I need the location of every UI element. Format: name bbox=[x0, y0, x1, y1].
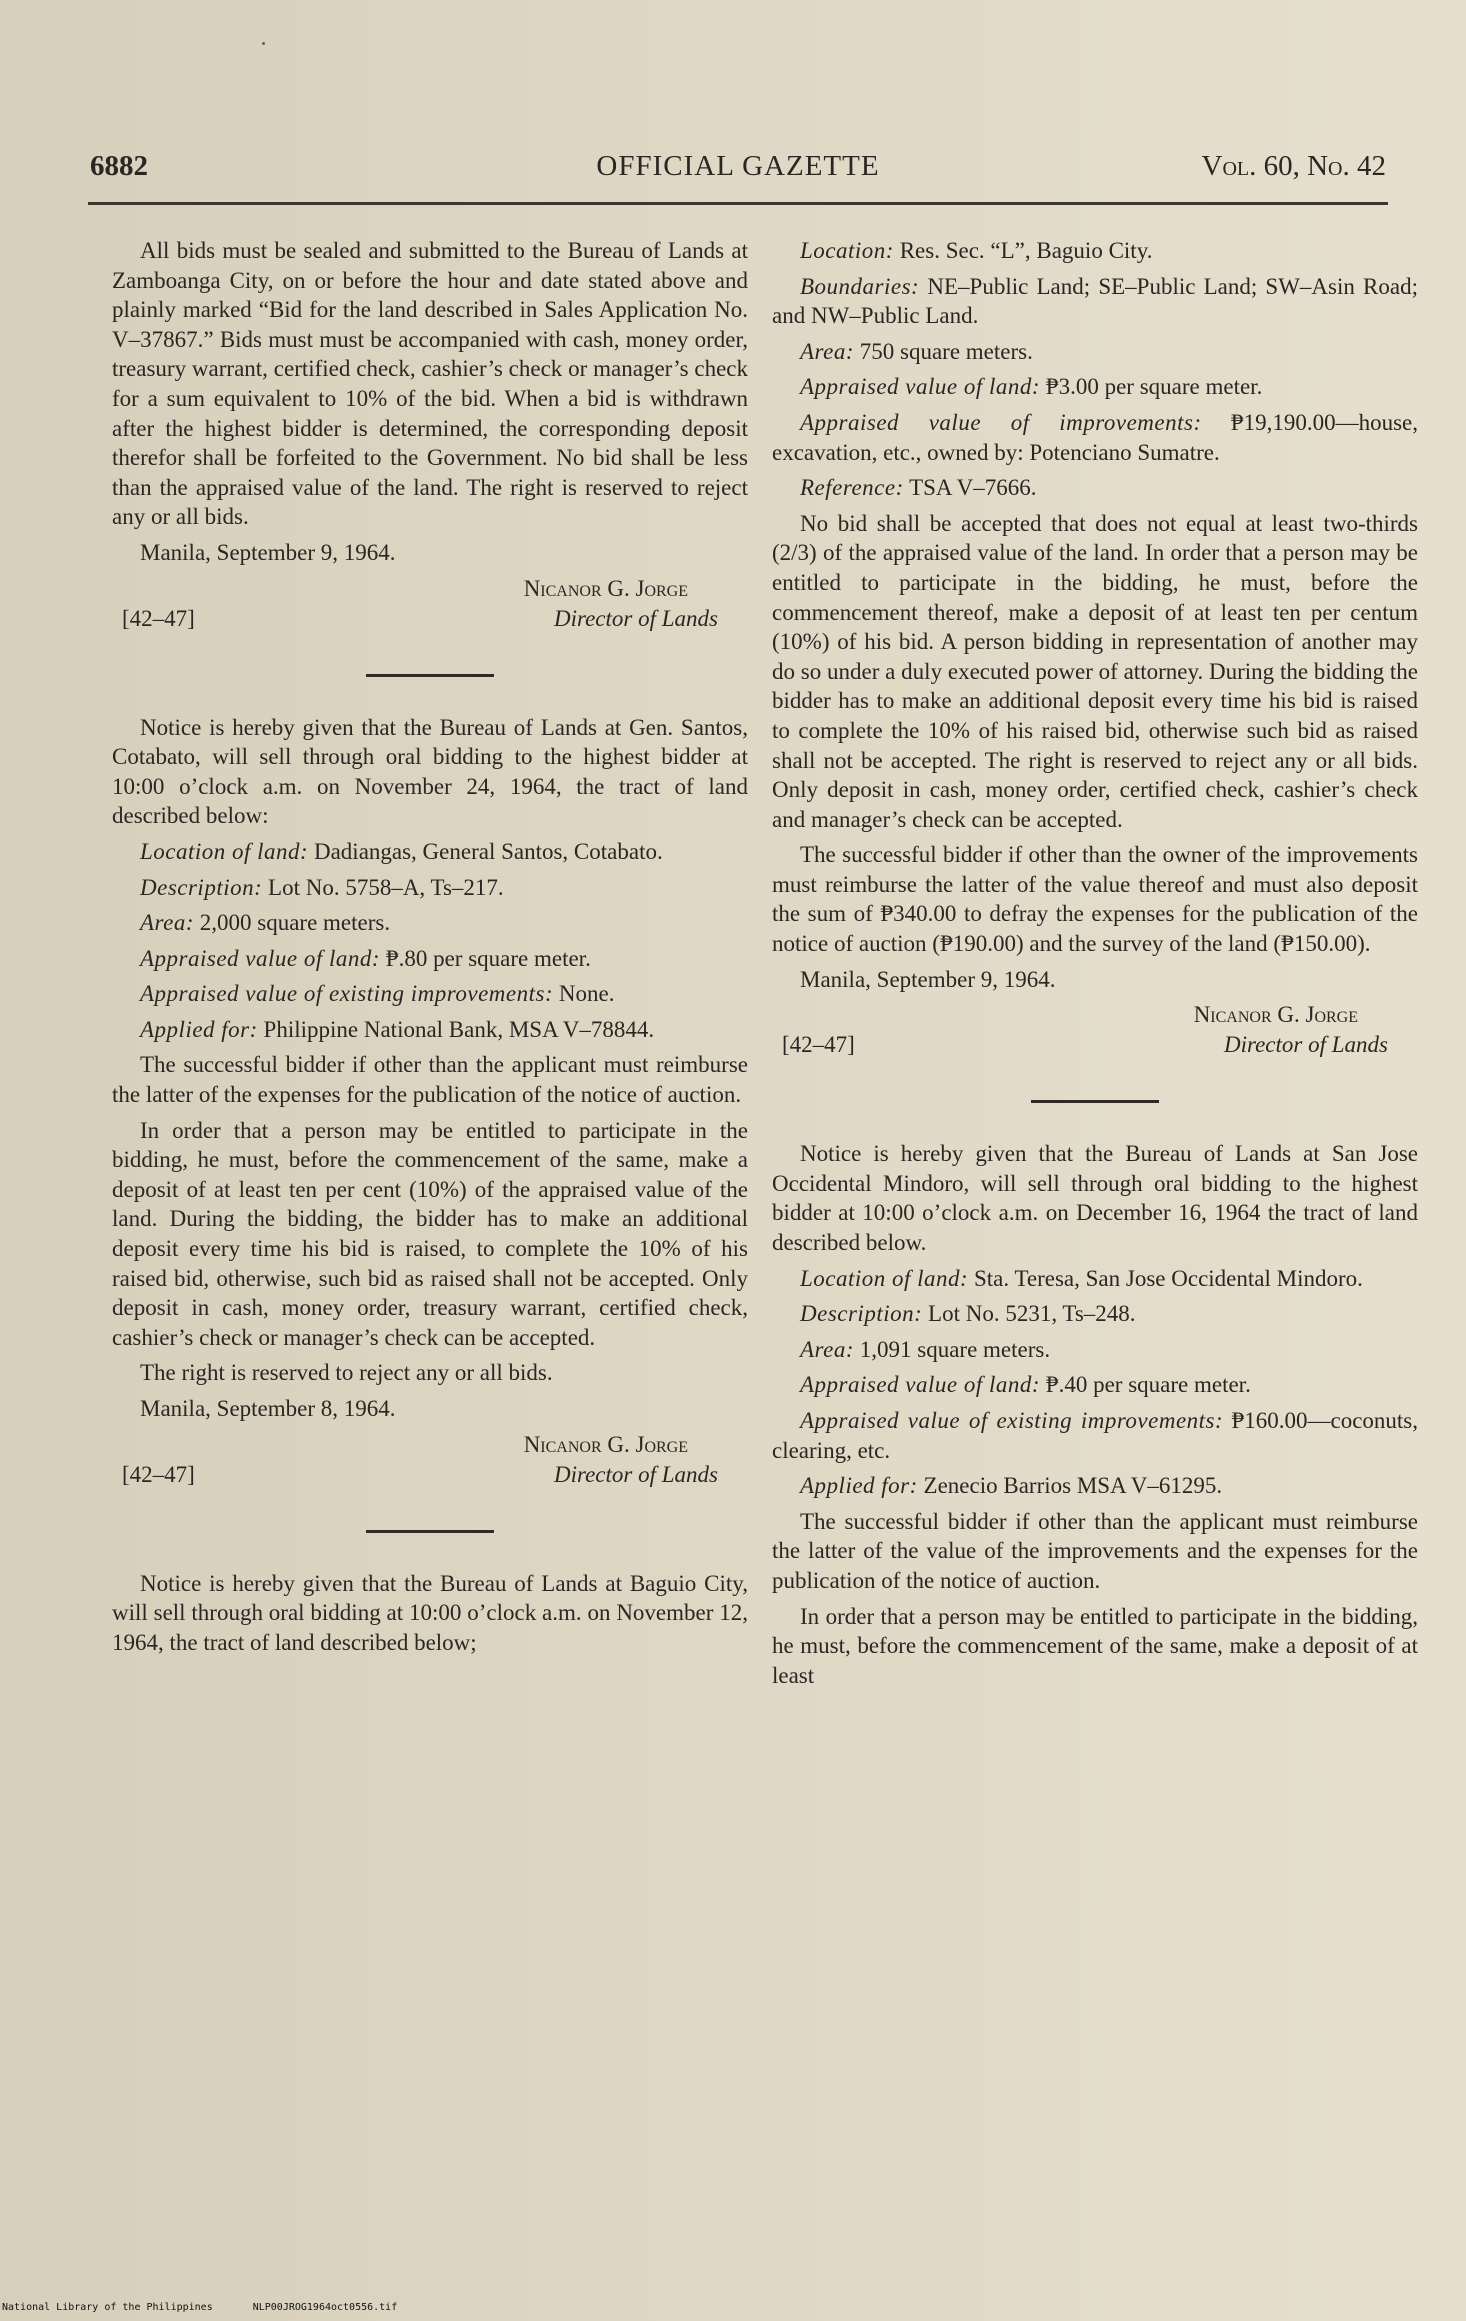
field-label: Description: bbox=[800, 1301, 923, 1327]
section-divider bbox=[366, 1530, 494, 1533]
paragraph-successful-bidder: The successful bidder if other than the applicant must reimburse the latter of the value of the improvements and the expenses for the publication of the notice of auction. bbox=[772, 1508, 1418, 1593]
field-value: NE–Public Land; SE–Public Land; SW–Asin Road; and NW–Public Land. bbox=[772, 273, 1418, 329]
field-value: 2,000 square meters. bbox=[199, 910, 391, 936]
signature-block bbox=[112, 1430, 748, 1492]
field-label: Location of land: bbox=[800, 1265, 969, 1291]
paragraph-successful-bidder: The successful bidder if other than the applicant must reimburse the latter of the expenses for the publication of the notice of auction. bbox=[112, 1052, 748, 1108]
field-label: Description: bbox=[140, 874, 263, 900]
signatory-title: Director of Lands bbox=[554, 1461, 718, 1487]
place-date: Manila, September 8, 1964. bbox=[140, 1396, 396, 1421]
field-value: Sta. Teresa, San Jose Occidental Mindoro. bbox=[973, 1265, 1363, 1291]
field-appraised-improvements bbox=[772, 1406, 1418, 1465]
field-appraised-land bbox=[772, 372, 1418, 402]
field-value: ₱.40 per square meter. bbox=[1045, 1372, 1251, 1398]
place-date: Manila, September 9, 1964. bbox=[800, 966, 1056, 992]
paragraph-right-reserved: The right is reserved to reject any or all bids. bbox=[140, 1360, 553, 1386]
field-area bbox=[772, 337, 1418, 367]
left-column bbox=[112, 236, 748, 1663]
issue-reference: [42–47] bbox=[122, 1461, 195, 1487]
field-label: Appraised value of land: bbox=[800, 374, 1041, 400]
publication-title: OFFICIAL GAZETTE bbox=[596, 150, 880, 182]
signatory-name: Nicanor G. Jorge bbox=[523, 1431, 688, 1457]
field-label: Appraised value of land: bbox=[800, 1372, 1041, 1398]
paragraph-deposit: In order that a person may be entitled to participate in the bidding, he must, before the commencement of the same, make a deposit of at least ten per cent (10%) of the appraised value of the land. During the bidding, the bidder has to make an additional deposit every time his bid is raised, to complete the 10% of his raised bid, otherwise, such bid as raised shall not be accepted. Only deposit in cash, money order, treasury warrant, certified check, cashier’s check or manager’s check can be accepted. bbox=[112, 1117, 748, 1350]
field-description bbox=[112, 873, 748, 903]
scan-footer bbox=[2, 2302, 397, 2313]
field-applied-for bbox=[112, 1015, 748, 1045]
field-label: Applied for: bbox=[140, 1016, 258, 1042]
section-divider bbox=[366, 674, 494, 677]
paragraph-no-bid: No bid shall be accepted that does not equal at least two-thirds (2/3) of the appraised value of the land. In order that a person may be entitled to participate in the bidding, he must, before the commencement thereof, make a deposit of at least ten per centum (10%) of his bid. A person bidding in representation of another may do so under a duly executed power of attorney. During the bidding the bidder has to make an additional deposit every time his bid is raised to complete the 10% of his raised bid, otherwise such bid as raised shall not be accepted. The right is reserved to reject any or all bids. Only deposit in cash, money order, certified check, cashier’s check and manager’s check can be accepted. bbox=[772, 510, 1418, 832]
signatory-name: Nicanor G. Jorge bbox=[523, 575, 688, 601]
field-value: Philippine National Bank, MSA V–78844. bbox=[263, 1016, 655, 1042]
bids-paragraph: All bids must be sealed and submitted to the Bureau of Lands at Zamboanga City, on or before the hour and date stated above and plainly marked “Bid for the land described in Sales Application No. V–37867.” Bids must must be accompanied with cash, money order, treasury warrant, certified check, cashier’s check or manager’s check for a sum equivalent to 10% of the bid. When a bid is withdrawn after the highest bidder is determined, the corresponding deposit therefor shall be forfeited to the Government. No bid shall be less than the appraised value of the land. The right is reserved to reject any or all bids. bbox=[112, 238, 748, 530]
signature-block bbox=[772, 1000, 1418, 1062]
signatory-title: Director of Lands bbox=[554, 605, 718, 631]
field-value: Lot No. 5758–A, Ts–217. bbox=[268, 874, 504, 900]
field-boundaries bbox=[772, 272, 1418, 331]
field-label: Area: bbox=[800, 1336, 855, 1362]
field-reference bbox=[772, 473, 1418, 503]
field-description bbox=[772, 1299, 1418, 1329]
signatory-title: Director of Lands bbox=[1224, 1032, 1388, 1058]
field-area bbox=[112, 908, 748, 938]
field-value: Res. Sec. “L”, Baguio City. bbox=[899, 238, 1153, 263]
field-appraised-improvements bbox=[772, 408, 1418, 467]
field-location bbox=[772, 1264, 1418, 1294]
field-value: Zenecio Barrios MSA V–61295. bbox=[923, 1473, 1223, 1499]
notice-intro: Notice is hereby given that the Bureau of Lands at Baguio City, will sell through oral bidding at 10:00 o’clock a.m. on November 12, 1964, the tract of land described below; bbox=[112, 1570, 748, 1655]
page-header bbox=[90, 150, 1386, 194]
issue-reference: [42–47] bbox=[782, 1032, 855, 1058]
field-appraised-land bbox=[112, 944, 748, 974]
field-area bbox=[772, 1335, 1418, 1365]
field-value: ₱.80 per square meter. bbox=[385, 945, 591, 971]
field-appraised-improvements bbox=[112, 979, 748, 1009]
right-column bbox=[772, 236, 1418, 1696]
field-label: Appraised value of improvements: bbox=[800, 409, 1202, 435]
field-label: Area: bbox=[800, 338, 855, 364]
field-location bbox=[772, 236, 1418, 266]
field-label: Appraised value of land: bbox=[140, 945, 381, 971]
footer-file: NLP00JROG1964oct0556.tif bbox=[252, 2302, 398, 2313]
field-value: Dadiangas, General Santos, Cotabato. bbox=[313, 838, 663, 864]
signature-block bbox=[112, 574, 748, 636]
field-label: Applied for: bbox=[800, 1473, 918, 1499]
header-rule bbox=[88, 202, 1388, 205]
field-value: ₱160.00—coconuts, clearing, etc. bbox=[772, 1408, 1418, 1463]
field-location bbox=[112, 837, 748, 867]
speck bbox=[262, 42, 265, 45]
issue-reference: [42–47] bbox=[122, 605, 195, 631]
place-date: Manila, September 9, 1964. bbox=[140, 539, 396, 565]
field-value: 750 square meters. bbox=[859, 338, 1033, 364]
field-appraised-land bbox=[772, 1370, 1418, 1400]
footer-source: National Library of the Philippines bbox=[2, 2302, 213, 2313]
field-label: Appraised value of existing improvements: bbox=[140, 981, 554, 1007]
field-label: Location of land: bbox=[140, 838, 309, 864]
field-label: Appraised value of existing improvements: bbox=[800, 1408, 1224, 1433]
field-label: Area: bbox=[140, 910, 195, 936]
field-value: TSA V–7666. bbox=[909, 475, 1037, 501]
volume-issue: Vol. 60, No. 42 bbox=[1201, 150, 1386, 182]
paragraph-deposit: In order that a person may be entitled to participate in the bidding, he must, before the commencement of the same, make a deposit of at least bbox=[772, 1603, 1418, 1688]
notice-intro: Notice is hereby given that the Bureau of Lands at San Jose Occidental Mindoro, will sell through oral bidding to the highest bidder at 10:00 o’clock a.m. on December 16, 1964 the tract of land described below. bbox=[772, 1141, 1418, 1256]
section-divider bbox=[1031, 1100, 1159, 1103]
field-value: ₱19,190.00—house, excavation, etc., owned by: Potenciano Sumatre. bbox=[772, 409, 1418, 465]
notice-intro: Notice is hereby given that the Bureau of Lands at Gen. Santos, Cotabato, will sell through oral bidding to the highest bidder at 10:00 o’clock a.m. on November 24, 1964, the tract of land described below: bbox=[112, 714, 748, 829]
field-value: 1,091 square meters. bbox=[859, 1336, 1051, 1362]
field-value: None. bbox=[558, 981, 615, 1007]
field-label: Reference: bbox=[800, 475, 904, 501]
field-value: ₱3.00 per square meter. bbox=[1045, 374, 1263, 400]
page-number: 6882 bbox=[90, 150, 148, 182]
field-label: Location: bbox=[800, 238, 894, 263]
field-applied-for bbox=[772, 1471, 1418, 1501]
paragraph-successful-bidder: The successful bidder if other than the owner of the improvements must reimburse the latter of the value thereof and must also deposit the sum of ₱340.00 to defray the expenses for the publication of the notice of auction (₱190.00) and the survey of the land (₱150.00). bbox=[772, 842, 1418, 957]
field-label: Boundaries: bbox=[800, 273, 920, 299]
signatory-name: Nicanor G. Jorge bbox=[1193, 1002, 1358, 1028]
field-value: Lot No. 5231, Ts–248. bbox=[928, 1301, 1136, 1327]
